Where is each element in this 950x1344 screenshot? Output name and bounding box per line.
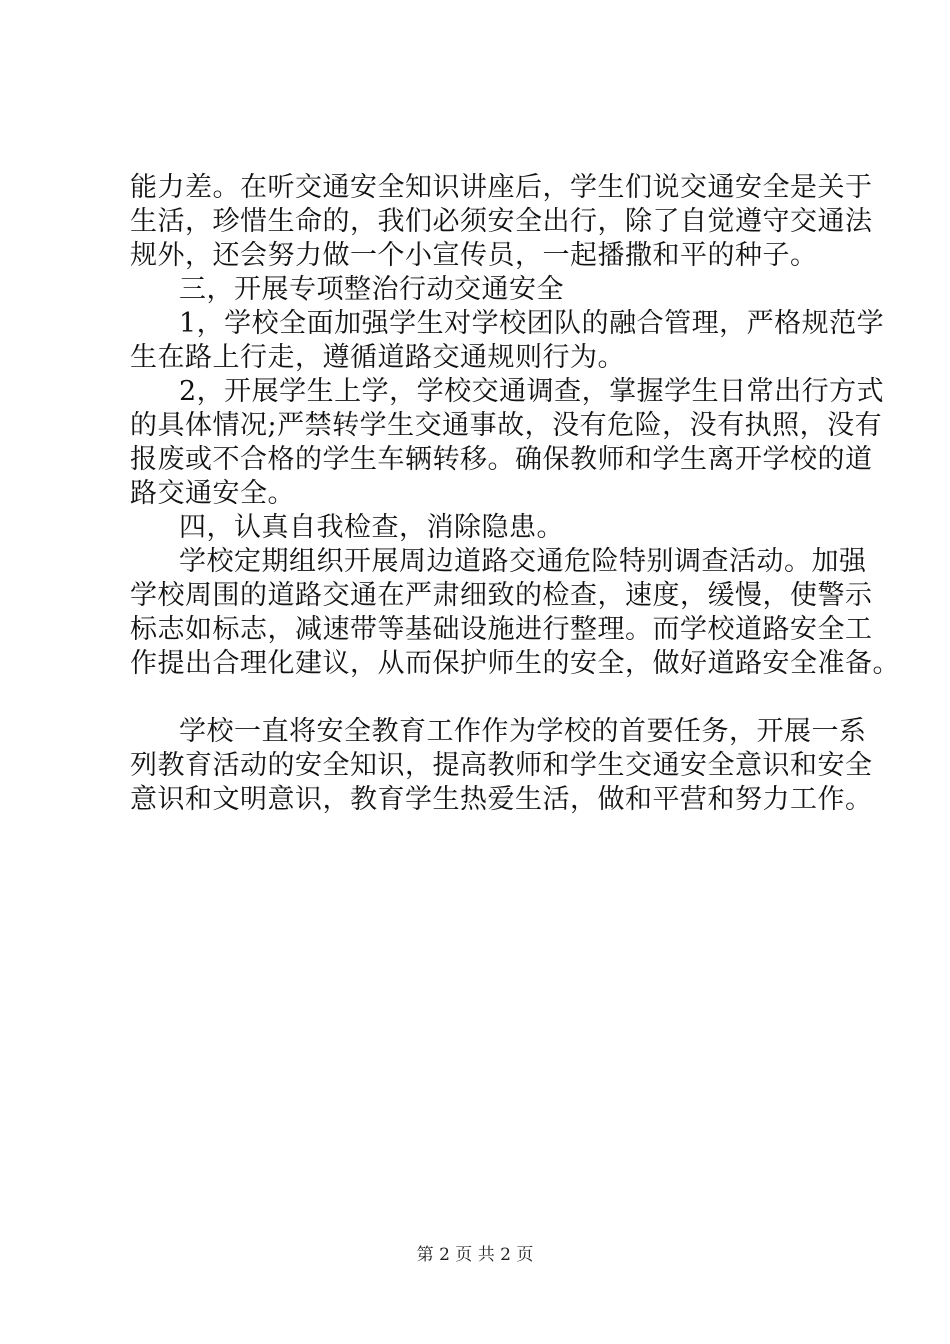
body-line: 标志如标志，减速带等基础设施进行整理。而学校道路安全工 <box>130 614 873 645</box>
section-heading-3: 三，开展专项整治行动交通安全 <box>179 274 564 305</box>
body-line: 生在路上行走，遵循道路交通规则行为。 <box>130 342 625 373</box>
body-line: 学校周围的道路交通在严肃细致的检查，速度，缓慢，使警示 <box>130 580 873 611</box>
body-line: 能力差。在听交通安全知识讲座后，学生们说交通安全是关于 <box>130 172 873 203</box>
body-line: 学校一直将安全教育工作作为学校的首要任务，开展一系 <box>179 716 867 747</box>
body-line: 学校定期组织开展周边道路交通危险特别调查活动。加强 <box>179 546 867 577</box>
body-line: 列教育活动的安全知识，提高教师和学生交通安全意识和安全 <box>130 750 873 781</box>
body-line: 路交通安全。 <box>130 478 295 509</box>
body-line: 规外，还会努力做一个小宣传员，一起播撒和平的种子。 <box>130 240 818 271</box>
body-line: 的具体情况;严禁转学生交通事故，没有危险，没有执照，没有 <box>130 410 883 441</box>
page-number-footer: 第 2 页 共 2 页 <box>416 1245 534 1265</box>
body-line: 意识和文明意识，教育学生热爱生活，做和平营和努力工作。 <box>130 784 873 815</box>
body-line: 生活，珍惜生命的，我们必须安全出行，除了自觉遵守交通法 <box>130 206 873 237</box>
body-line: 作提出合理化建议，从而保护师生的安全，做好道路安全准备。 <box>130 648 900 679</box>
section-heading-4: 四，认真自我检查，消除隐患。 <box>179 512 564 543</box>
body-line: 1，学校全面加强学生对学校团队的融合管理，严格规范学 <box>179 308 885 339</box>
body-line: 报废或不合格的学生车辆转移。确保教师和学生离开学校的道 <box>130 444 873 475</box>
body-line: 2，开展学生上学，学校交通调查，掌握学生日常出行方式 <box>179 376 885 407</box>
